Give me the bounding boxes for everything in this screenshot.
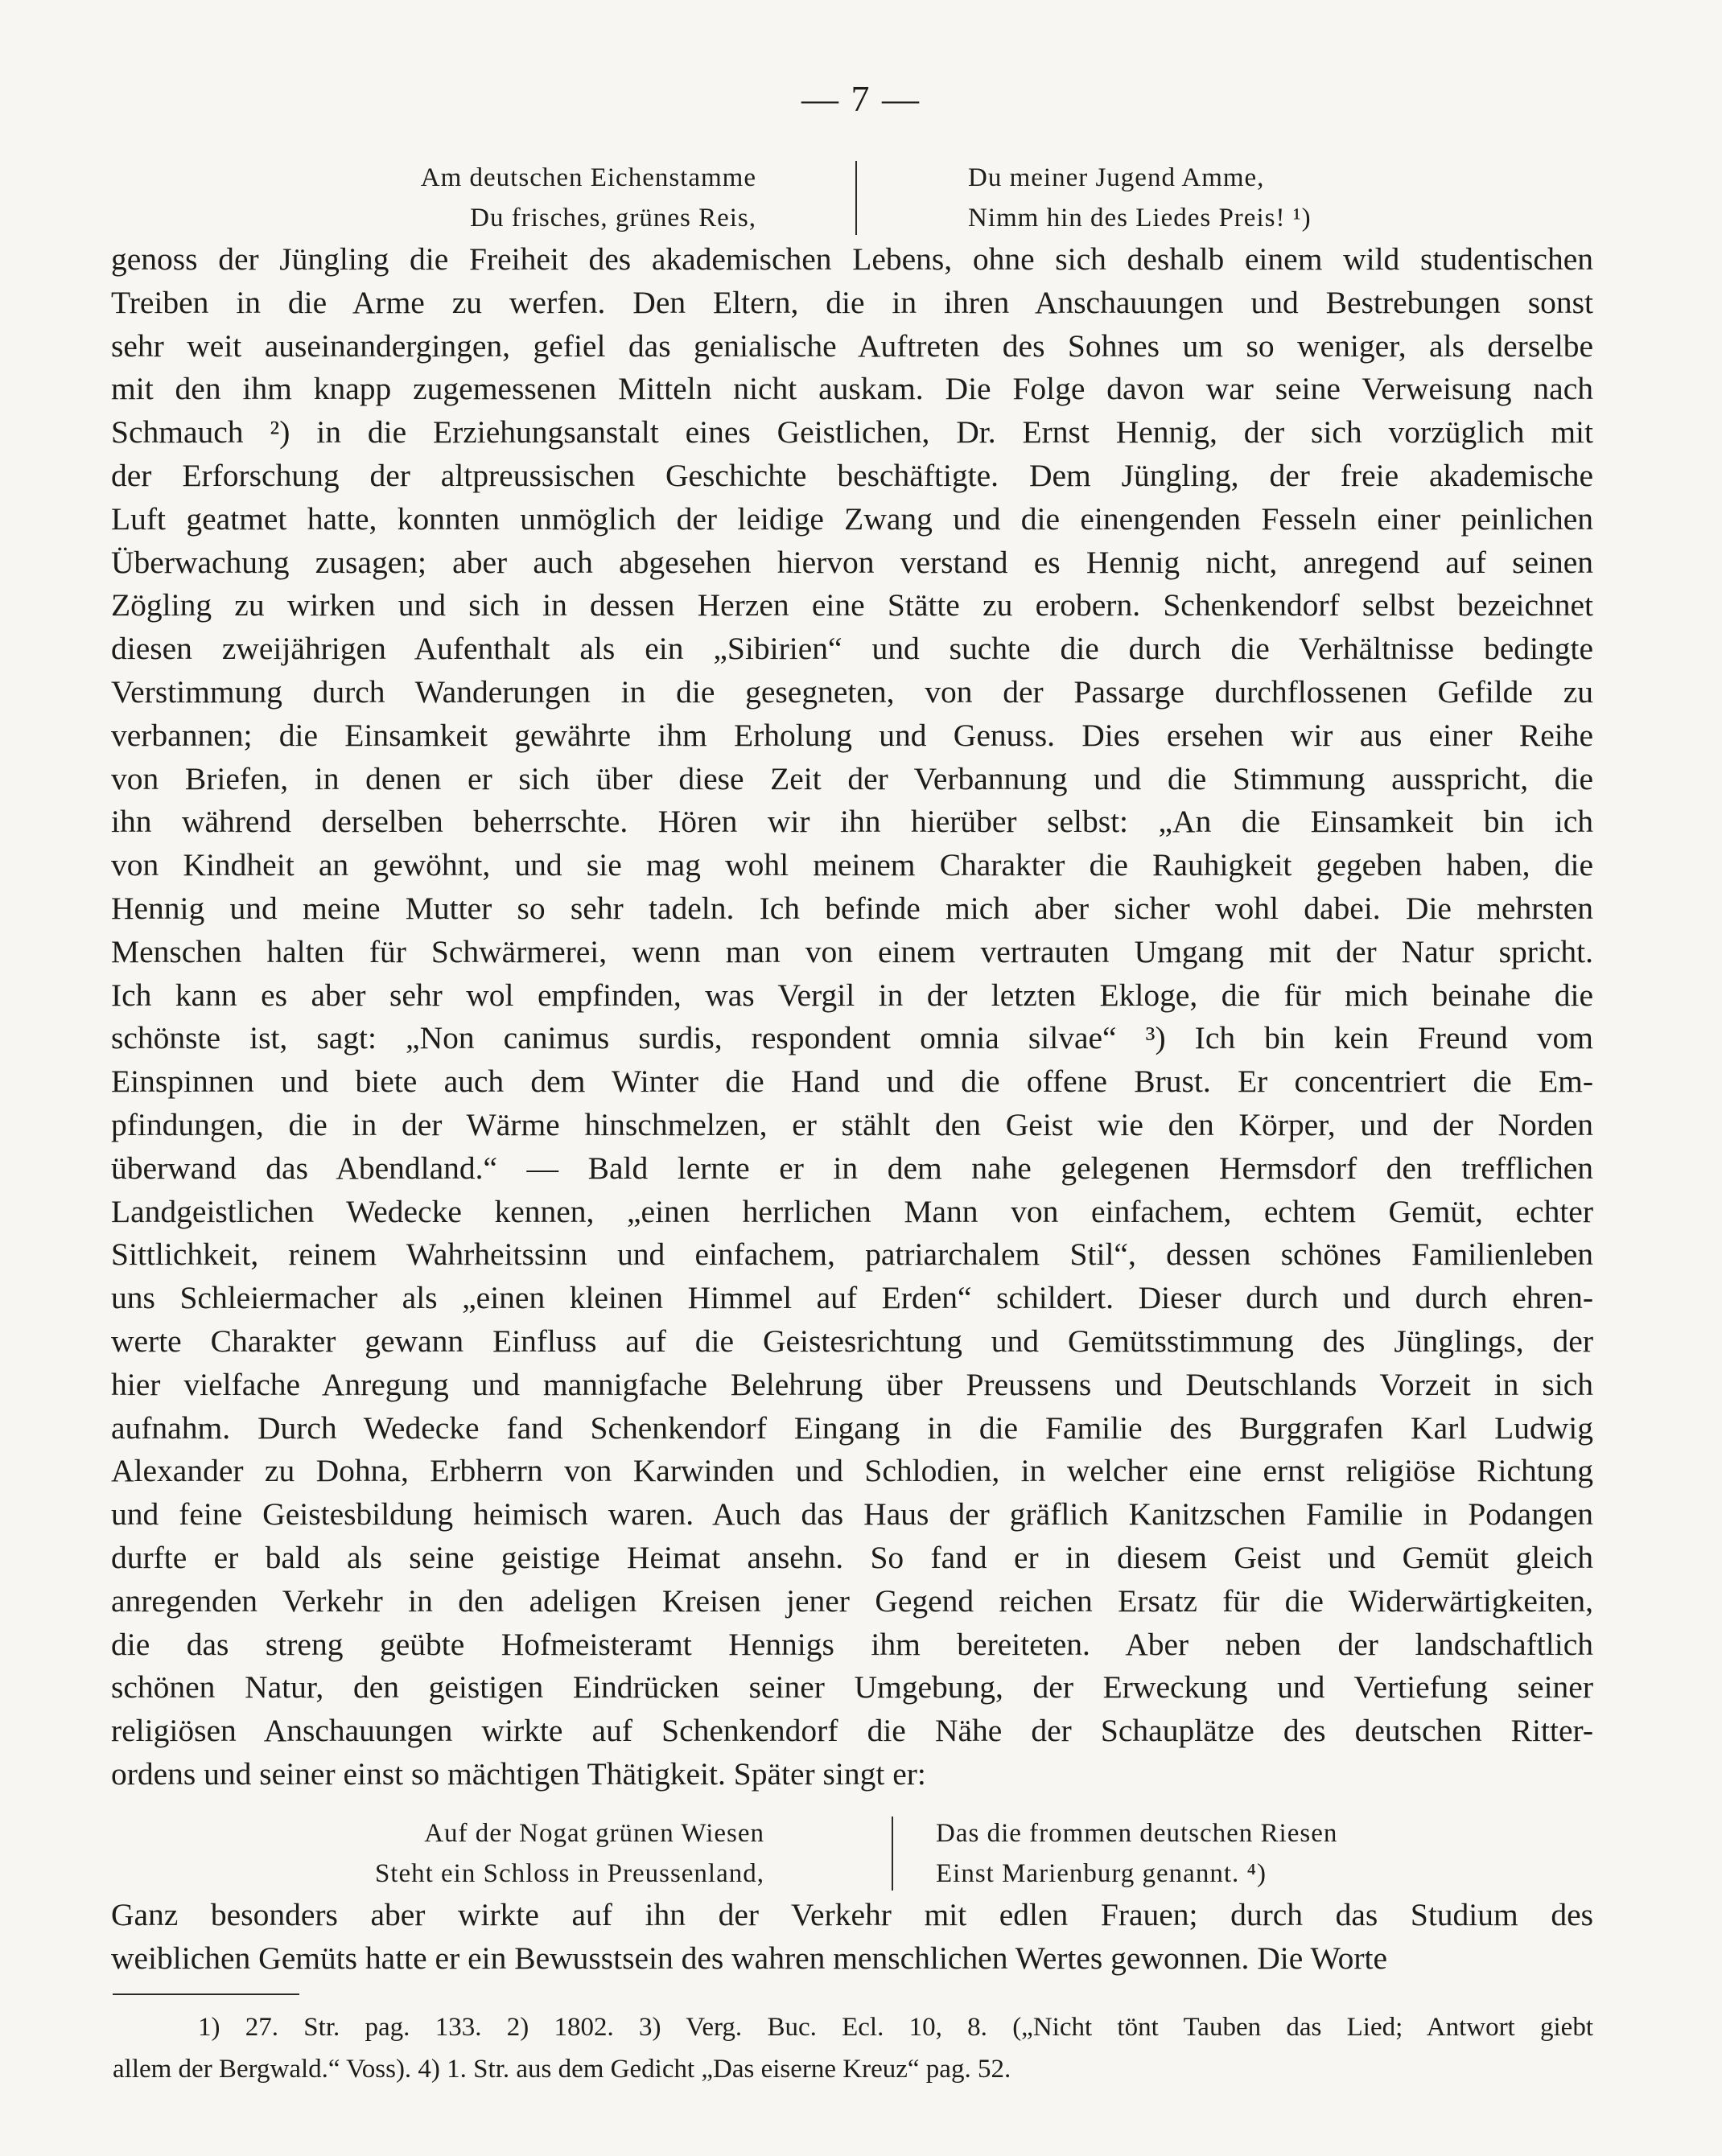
text-line: hier vielfache Anregung und mannigfache Belehrung über Preussens und Deutschlands Vorzeit in sich (111, 1366, 1593, 1402)
text-line: genoss der Jüngling die Freiheit des akademischen Lebens, ohne sich deshalb einem wild studentischen (111, 241, 1593, 277)
text-line: werte Charakter gewann Einfluss auf die Geistesrichtung und Gemütsstimmung des Jünglings, der (111, 1323, 1593, 1359)
footnote-line: 1) 27. Str. pag. 133. 2) 1802. 3) Verg. Buc. Ecl. 10, 8. („Nicht tönt Tauben das Lied; Antwort giebt (198, 2013, 1593, 2042)
text-line: aufnahm. Durch Wedecke fand Schenkendorf Eingang in die Familie des Burggrafen Karl Ludwig (111, 1409, 1593, 1446)
verse-line: Du frisches, grünes Reis, (470, 204, 756, 232)
text-line: durfte er bald als seine geistige Heimat ansehn. So fand er in diesem Geist und Gemüt gleich (111, 1539, 1593, 1575)
text-line: überwand das Abendland.“ — Bald lernte er in dem nahe gelegenen Hermsdorf den trefflichen (111, 1150, 1593, 1186)
text-line: und feine Geistesbildung heimisch waren. Auch das Haus der gräflich Kanitzschen Familie in Podangen (111, 1496, 1593, 1533)
verse-bottom (0, 1813, 1722, 1894)
text-line: Überwachung zusagen; aber auch abgesehen hiervon verstand es Hennig nicht, anregend auf seinen (111, 544, 1593, 580)
verse-line: Steht ein Schloss in Preussenland, (374, 1859, 764, 1888)
verse-line: Einst Marienburg genannt. ⁴) (936, 1859, 1267, 1888)
text-line: Hennig und meine Mutter so sehr tadeln. Ich befinde mich aber sicher wohl dabei. Die mehrsten (111, 890, 1593, 926)
text-line: verbannen; die Einsamkeit gewährte ihm Erholung und Genuss. Dies ersehen wir aus einer Reihe (111, 717, 1593, 753)
paragraph-main (111, 238, 1593, 1796)
text-line: Menschen halten für Schwärmerei, wenn man von einem vertrauten Umgang mit der Natur spricht. (111, 933, 1593, 969)
text-line: schönen Natur, den geistigen Eindrücken seiner Umgebung, der Erweckung und Vertiefung seiner (111, 1669, 1593, 1705)
paragraph-second (111, 1894, 1593, 1981)
verse-divider (855, 161, 857, 235)
text-line: mit den ihm knapp zugemessenen Mitteln nicht auskam. Die Folge davon war seine Verweisung nach (111, 371, 1593, 407)
text-line: Schmauch ²) in die Erziehungsanstalt eines Geistlichen, Dr. Ernst Hennig, der sich vorzüglich mit (111, 414, 1593, 451)
text-line: von Briefen, in denen er sich über diese Zeit der Verbannung und die Stimmung ausspricht, die (111, 760, 1593, 796)
verse-line: Auf der Nogat grünen Wiesen (424, 1819, 764, 1848)
text-line: religiösen Anschauungen wirkte auf Schenkendorf die Nähe der Schauplätze des deutschen Ritter- (111, 1713, 1593, 1749)
text-line: Verstimmung durch Wanderungen in die gesegneten, von der Passarge durchflossenen Gefilde zu (111, 673, 1593, 710)
verse-line: Am deutschen Eichenstamme (420, 163, 756, 192)
text-line: Luft geatmet hatte, konnten unmöglich der leidige Zwang und die einengenden Fesseln einer peinlichen (111, 500, 1593, 537)
text-line: Sittlichkeit, reinem Wahrheitssinn und einfachem, patriarchalem Stil“, dessen schönes Familienleben (111, 1236, 1593, 1273)
text-line: von Kindheit an gewöhnt, und sie mag wohl meinem Charakter die Rauhigkeit gegeben haben, die (111, 847, 1593, 883)
text-line: Alexander zu Dohna, Erbherrn von Karwinden und Schlodien, in welcher eine ernst religiöse Richtung (111, 1453, 1593, 1489)
text-line: der Erforschung der altpreussischen Geschichte beschäftigte. Dem Jüngling, der freie akademische (111, 457, 1593, 493)
text-line: Ganz besonders aber wirkte auf ihn der Verkehr mit edlen Frauen; durch das Studium des (111, 1897, 1593, 1932)
verse-divider (892, 1817, 893, 1891)
page-number: — 7 — (801, 78, 921, 119)
text-line: uns Schleiermacher als „einen kleinen Himmel auf Erden“ schildert. Dieser durch und durch ehren- (111, 1280, 1593, 1316)
text-line: Ich kann es aber sehr wol empfinden, was Vergil in der letzten Ekloge, die für mich beinahe die (111, 977, 1593, 1013)
verse-line: Du meiner Jugend Amme, (968, 163, 1265, 192)
text-line: sehr weit auseinandergingen, gefiel das genialische Auftreten des Sohnes um so weniger, als derselbe (111, 327, 1593, 364)
verse-line: Nimm hin des Liedes Preis! ¹) (968, 204, 1312, 232)
text-line: ihn während derselben beherrschte. Hören wir ihn hierüber selbst: „An die Einsamkeit bin ich (111, 804, 1593, 840)
text-line: ordens und seiner einst so mächtigen Thätigkeit. Später singt er: (111, 1755, 926, 1792)
verse-top-left (421, 158, 756, 238)
footnotes (113, 2006, 1593, 2090)
verse-top-right (968, 158, 1312, 238)
text-line: Landgeistlichen Wedecke kennen, „einen herrlichen Mann von einfachem, echtem Gemüt, echter (111, 1193, 1593, 1229)
text-line: Zögling zu wirken und sich in dessen Herzen eine Stätte zu erobern. Schenkendorf selbst bezeichnet (111, 587, 1593, 623)
text-line: diesen zweijährigen Aufenthalt als ein „Sibirien“ und suchte die durch die Verhältnisse bedingte (111, 631, 1593, 667)
text-line: die das streng geübte Hofmeisteramt Hennigs ihm bereiteten. Aber neben der landschaftlich (111, 1626, 1593, 1662)
footnote-rule (113, 1993, 299, 1995)
text-line: anregenden Verkehr in den adeligen Kreisen jener Gegend reichen Ersatz für die Widerwärtigkeiten, (111, 1582, 1593, 1619)
verse-bottom-right (936, 1813, 1337, 1894)
text-line: weiblichen Gemüts hatte er ein Bewusstsein des wahren menschlichen Wertes gewonnen. Die Worte (111, 1940, 1387, 1976)
verse-top (0, 158, 1722, 238)
verse-bottom-left (375, 1813, 764, 1894)
footnote-line: allem der Bergwald.“ Voss). 4) 1. Str. aus dem Gedicht „Das eiserne Kreuz“ pag. 52. (113, 2055, 1011, 2084)
verse-line: Das die frommen deutschen Riesen (936, 1819, 1338, 1848)
text-line: pfindungen, die in der Wärme hinschmelzen, er stählt den Geist wie den Körper, und der Norden (111, 1106, 1593, 1142)
text-line: Einspinnen und biete auch dem Winter die Hand und die offene Brust. Er concentriert die Em- (111, 1064, 1593, 1100)
text-line: schönste ist, sagt: „Non canimus surdis, respondent omnia silvae“ ³) Ich bin kein Freund vom (111, 1020, 1593, 1056)
text-line: Treiben in die Arme zu werfen. Den Eltern, die in ihren Anschauungen und Bestrebungen sonst (111, 284, 1593, 320)
